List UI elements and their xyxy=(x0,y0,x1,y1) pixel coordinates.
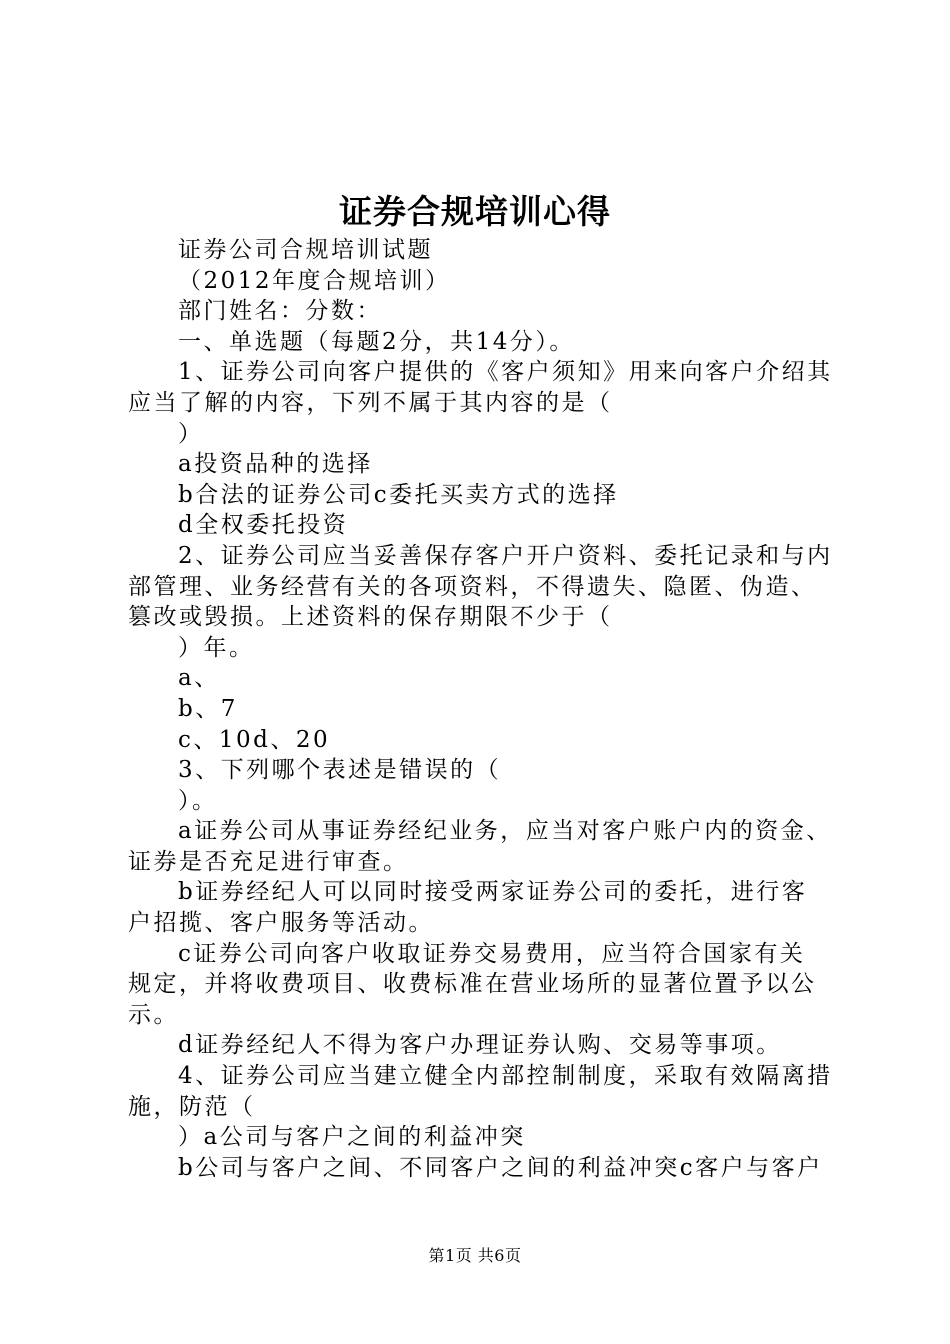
text-line: b合法的证券公司c委托买卖方式的选择 xyxy=(178,481,619,508)
text-line: ）。 xyxy=(178,787,218,814)
text-line: 部管理、业务经营有关的各项资料，不得遗失、隐匿、伪造、 xyxy=(128,573,817,600)
text-line: 证券是否充足进行审查。 xyxy=(128,848,409,875)
text-line: 2、证券公司应当妥善保存客户开户资料、委托记录和与内 xyxy=(178,542,833,569)
text-line: ）a公司与客户之间的利益冲突 xyxy=(178,1124,526,1151)
text-line: 证券公司合规培训试题 xyxy=(178,237,433,263)
text-line: 示。 xyxy=(128,1001,179,1028)
text-line: a证券公司从事证券经纪业务，应当对客户账户内的资金、 xyxy=(178,818,832,845)
text-line: d证券经纪人不得为客户办理证券认购、交易等事项。 xyxy=(178,1032,782,1059)
text-line: 一、单选题（每题2分，共14分）。 xyxy=(178,328,575,355)
text-line: 3、下列哪个表述是错误的（ xyxy=(178,757,502,784)
text-line: b证券经纪人可以同时接受两家证券公司的委托，进行客 xyxy=(178,879,808,906)
page-footer: 第1页 共6页 xyxy=(428,1246,522,1265)
text-line: （2012年度合规培训） xyxy=(178,267,451,294)
text-line: 应当了解的内容，下列不属于其内容的是（ xyxy=(128,389,613,416)
text-line: d全权委托投资 xyxy=(178,512,349,539)
text-line: 1、证券公司向客户提供的《客户须知》用来向客户介绍其 xyxy=(178,359,833,386)
document-title: 证券合规培训心得 xyxy=(339,192,611,231)
text-line: c证券公司向客户收取证券交易费用，应当符合国家有关 xyxy=(178,940,806,967)
text-line: 篡改或毁损。上述资料的保存期限不少于（ xyxy=(128,604,613,631)
text-line: ）年。 xyxy=(178,634,255,661)
text-line: ） xyxy=(178,420,204,447)
text-line: 部门姓名：分数： xyxy=(178,298,382,325)
text-line: c、10d、20 xyxy=(178,726,331,753)
text-line: 规定，并将收费项目、收费标准在营业场所的显著位置予以公 xyxy=(128,971,817,998)
text-line: 户招揽、客户服务等活动。 xyxy=(128,910,434,937)
text-line: 施，防范（ xyxy=(128,1093,256,1120)
text-line: b公司与客户之间、不同客户之间的利益冲突c客户与客户 xyxy=(178,1154,823,1181)
text-line: b、7 xyxy=(178,695,238,722)
text-line: a投资品种的选择 xyxy=(178,451,373,478)
document-body xyxy=(128,235,838,1183)
text-line: a、 xyxy=(178,665,220,692)
text-line: 4、证券公司应当建立健全内部控制制度，采取有效隔离措 xyxy=(178,1063,833,1090)
